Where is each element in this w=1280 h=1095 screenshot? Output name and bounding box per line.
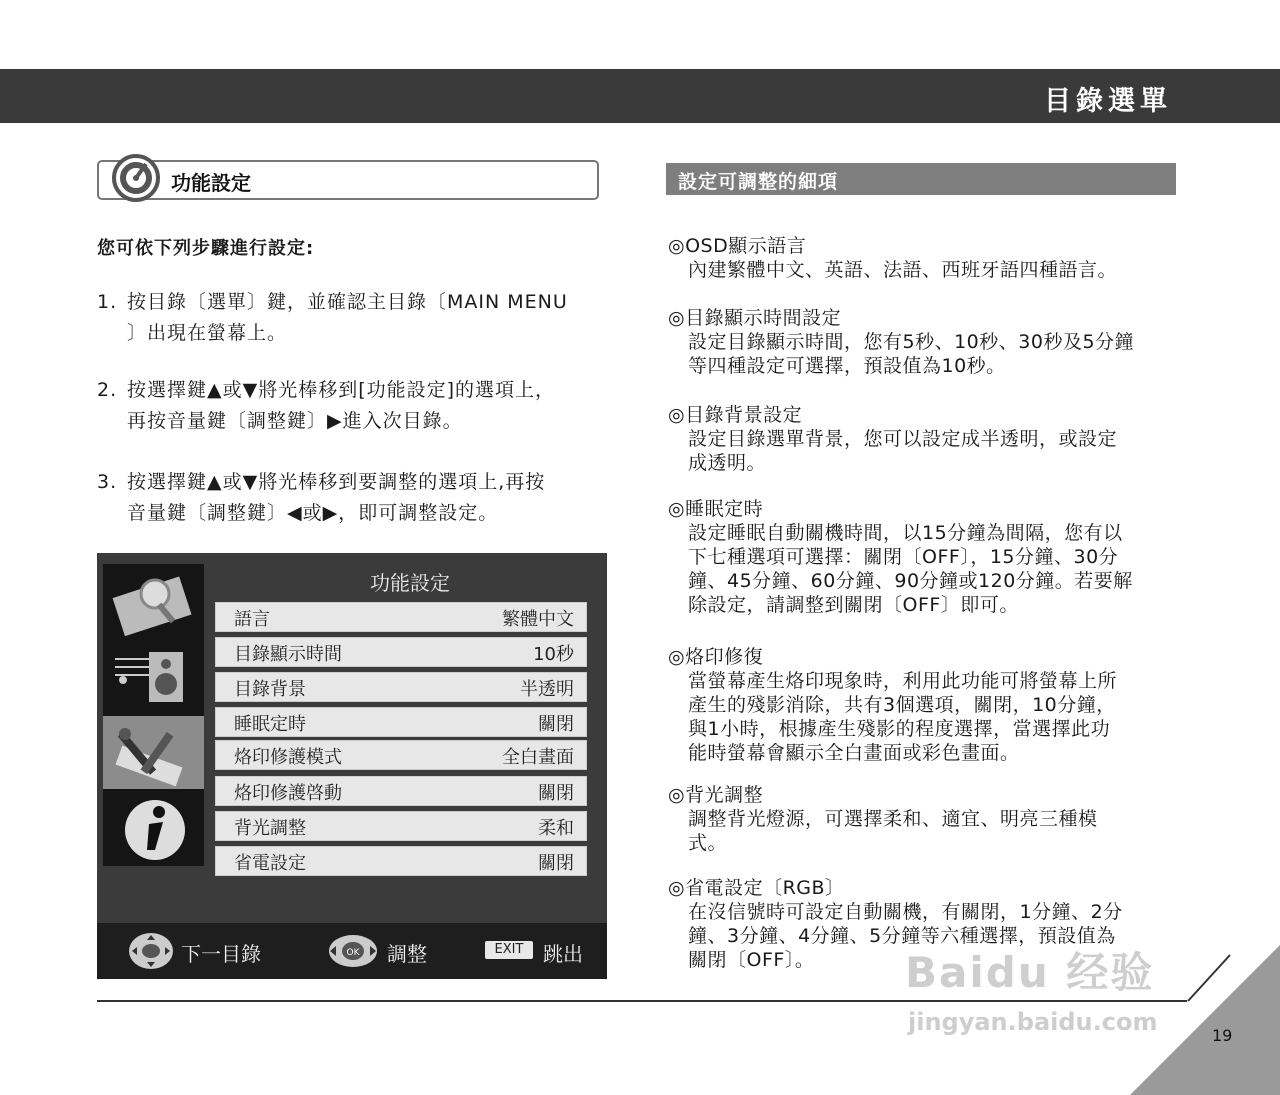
osd-row-label: 省電設定 xyxy=(234,853,306,874)
item-desc-line: 設定目錄選單背景，您可以設定成半透明，或設定 xyxy=(688,428,1118,450)
ok-badge-text: OK xyxy=(346,948,360,958)
item-desc-line: 下七種選項可選擇：關閉〔OFF〕，15分鐘、30分 xyxy=(688,546,1119,568)
item-osd-language xyxy=(668,234,1178,282)
item-burnin-repair xyxy=(668,645,1178,765)
dpad-icon xyxy=(127,931,175,971)
item-desc-line: 等四種設定可選擇，預設值為10秒。 xyxy=(688,355,1006,377)
osd-row-backlight xyxy=(215,811,587,841)
footer-exit: 跳出 xyxy=(543,942,583,966)
watermark-url: jingyan.baidu.com xyxy=(908,1008,1158,1036)
picture-settings-icon xyxy=(103,564,204,637)
osd-row-sleep-timer xyxy=(215,707,587,737)
osd-row-menu-time xyxy=(215,637,587,667)
osd-row-value: 關閉 xyxy=(538,714,574,735)
item-title: ◎睡眠定時 xyxy=(668,498,764,520)
item-desc-line: 能時螢幕會顯示全白畫面或彩色畫面。 xyxy=(688,742,1020,764)
osd-menu-screenshot xyxy=(97,553,607,979)
page-corner-decoration xyxy=(1130,945,1280,1095)
step-text: 音量鍵〔調整鍵〕◀或▶，即可調整設定。 xyxy=(127,502,499,524)
item-sleep-timer xyxy=(668,497,1178,617)
watermark-logo: Baidu 经验 xyxy=(905,948,1155,997)
osd-row-burnin-start xyxy=(215,776,587,806)
item-title: ◎省電設定〔RGB〕 xyxy=(668,877,845,899)
footer-next-menu: 下一目錄 xyxy=(181,942,261,966)
section-title: 功能設定 xyxy=(171,171,251,195)
item-desc-line: 設定睡眠自動關機時間，以15分鐘為間隔，您有以 xyxy=(688,522,1123,544)
osd-row-power-saving xyxy=(215,846,587,876)
item-title: ◎背光調整 xyxy=(668,784,764,806)
item-title: ◎目錄背景設定 xyxy=(668,404,803,426)
header-title: 目錄選單 xyxy=(1044,86,1172,117)
item-desc-line: 鐘、45分鐘、60分鐘、90分鐘或120分鐘。若要解 xyxy=(688,570,1133,592)
osd-row-value: 半透明 xyxy=(520,679,574,700)
osd-row-value: 關閉 xyxy=(538,783,574,804)
osd-row-language xyxy=(215,602,587,632)
item-desc-line: 調整背光燈源，可選擇柔和、適宜、明亮三種模 xyxy=(688,808,1098,830)
osd-menu-title: 功能設定 xyxy=(370,571,450,595)
osd-row-menu-background xyxy=(215,672,587,702)
osd-row-label: 睡眠定時 xyxy=(234,714,306,735)
footer-adjust: 調整 xyxy=(387,942,427,966)
step-text: 按選擇鍵▲或▼將光棒移到[功能設定]的選項上， xyxy=(127,379,556,401)
item-desc-line: 當螢幕產生烙印現象時，利用此功能可將螢幕上所 xyxy=(688,670,1118,692)
info-icon xyxy=(103,792,204,865)
osd-row-label: 烙印修護模式 xyxy=(234,747,342,768)
page-number: 19 xyxy=(1212,1026,1233,1045)
osd-row-value: 繁體中文 xyxy=(502,609,574,630)
step-text: 再按音量鍵〔調整鍵〕▶進入次目錄。 xyxy=(127,410,463,432)
ok-button-icon xyxy=(327,933,379,969)
intro-text: 您可依下列步驟進行設定: xyxy=(97,238,315,259)
step-number: 2. xyxy=(97,379,118,401)
item-title: ◎OSD顯示語言 xyxy=(668,235,807,257)
right-heading: 設定可調整的細項 xyxy=(678,171,839,193)
step-3 xyxy=(97,467,545,529)
footer-rule xyxy=(97,1000,1187,1002)
item-desc-line: 產生的殘影消除，共有3個選項，關閉，10分鐘， xyxy=(688,694,1116,716)
item-desc-line: 式。 xyxy=(688,832,728,854)
step-1 xyxy=(97,287,568,349)
step-text: 按選擇鍵▲或▼將光棒移到要調整的選項上,再按 xyxy=(127,471,546,493)
osd-row-value: 全白畫面 xyxy=(502,747,574,768)
osd-row-label: 烙印修護啓動 xyxy=(234,783,342,804)
step-text: 按目錄〔選單〕鍵，並確認主目錄〔MAIN MENU xyxy=(127,291,568,313)
step-number: 1. xyxy=(97,291,118,313)
step-2 xyxy=(97,375,555,437)
right-heading-bar xyxy=(666,163,1176,195)
osd-row-value: 關閉 xyxy=(538,853,574,874)
osd-row-value: 柔和 xyxy=(538,818,574,839)
item-desc-line: 成透明。 xyxy=(688,452,767,474)
item-desc-line: 內建繁體中文、英語、法語、西班牙語四種語言。 xyxy=(688,259,1118,281)
item-menu-time xyxy=(668,306,1178,378)
step-number: 3. xyxy=(97,471,118,493)
item-title: ◎目錄顯示時間設定 xyxy=(668,307,842,329)
item-desc-line: 鐘、3分鐘、4分鐘、5分鐘等六種選擇，預設值為 xyxy=(688,925,1116,947)
osd-footer xyxy=(97,923,607,979)
osd-row-value: 10秒 xyxy=(533,644,574,665)
item-desc-line: 在沒信號時可設定自動關機，有關閉，1分鐘、2分 xyxy=(688,901,1123,923)
osd-row-label: 語言 xyxy=(234,609,270,630)
item-desc-line: 與1小時，根據產生殘影的程度選擇，當選擇此功 xyxy=(688,718,1111,740)
item-menu-background xyxy=(668,403,1178,475)
exit-badge: EXIT xyxy=(485,941,533,959)
function-settings-icon xyxy=(103,716,204,789)
osd-category-sidebar xyxy=(103,564,204,866)
sound-settings-icon xyxy=(103,640,204,713)
item-backlight xyxy=(668,783,1178,855)
item-title: ◎烙印修復 xyxy=(668,646,764,668)
osd-row-burnin-mode xyxy=(215,740,587,770)
target-icon xyxy=(112,154,160,202)
item-desc-line: 關閉〔OFF〕。 xyxy=(688,949,815,971)
osd-row-label: 目錄背景 xyxy=(234,679,306,700)
header-bar xyxy=(0,69,1280,123)
step-text: 〕出現在螢幕上。 xyxy=(127,322,288,344)
item-desc-line: 除設定，請調整到關閉〔OFF〕即可。 xyxy=(688,594,1019,616)
item-desc-line: 設定目錄顯示時間，您有5秒、10秒、30秒及5分鐘 xyxy=(688,331,1135,353)
osd-row-label: 背光調整 xyxy=(234,818,306,839)
osd-row-label: 目錄顯示時間 xyxy=(234,644,342,665)
section-title-box xyxy=(97,160,599,200)
